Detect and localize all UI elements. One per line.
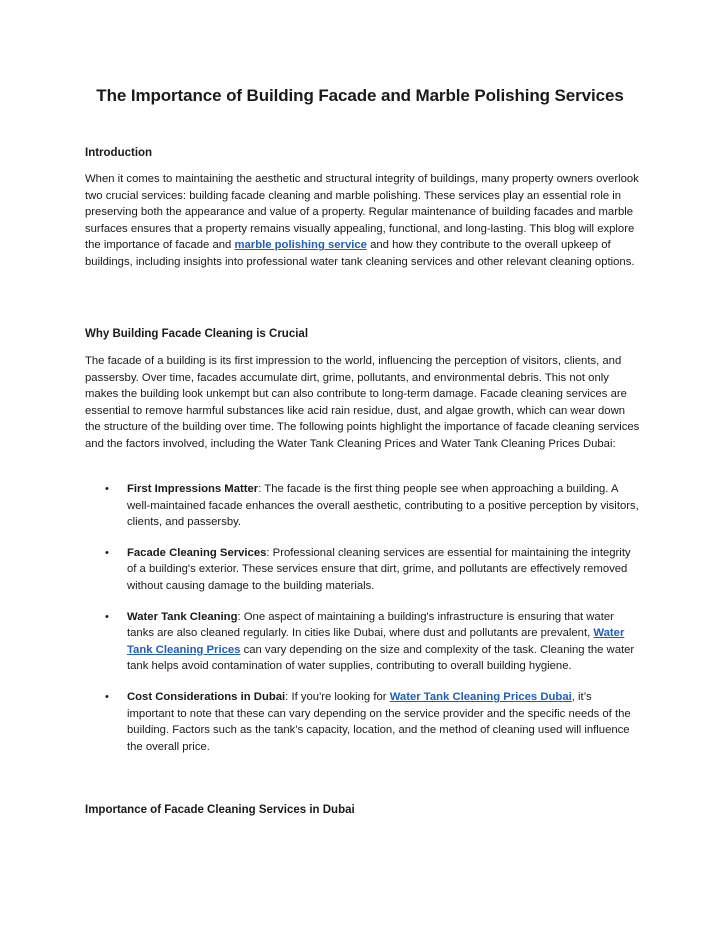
page-title: The Importance of Building Facade and Marble Polishing Services [96,86,624,105]
bullet-text-after: can vary depending on the size and complexity of the task. Cleaning the water tank helps avoid contamination of water supplies, contributing to overall building hygiene. [127,643,635,673]
bullet-icon: • [105,610,109,623]
intro-paragraph [85,171,640,271]
section1-paragraph: The facade of a building is its first impression to the world, influencing the perception of visitors, clients, and passersby. Over time, facades accumulate dirt, grime, pollutants, and environmental debris. This not only makes the building look unkempt but can also contribute to long-term damage. Facade cleaning services are essential to remove harmful substances like acid rain residue, dust, and algae growth, which can wear down the structure of the building over time. The following points highlight the importance of facade cleaning services and the factors involved, including the Water Tank Cleaning Prices and Water Tank Cleaning Prices Dubai: [85,355,640,450]
bullet-term: First Impressions Matter [127,483,259,495]
bullet-icon: • [105,483,109,495]
bullet-term: Facade Cleaning Services [127,546,267,559]
water-tank-cleaning-prices-dubai-link[interactable]: Water Tank Cleaning Prices Dubai [389,690,572,703]
list-item [85,545,640,595]
bullet-term: Water Tank Cleaning [127,610,238,623]
section1-heading: Why Building Facade Cleaning is Crucial [85,328,309,340]
bullet-list [85,481,640,769]
intro-heading: Introduction [85,147,153,159]
bullet-icon: • [105,690,109,703]
bullet-icon: • [105,546,109,559]
list-item [85,609,640,675]
bullet-term: Cost Considerations in Dubai [127,690,286,703]
marble-polishing-link[interactable]: marble polishing service [234,239,367,252]
bullet-text-after: , it’s important to note that these can vary depending on the service provider and the specific needs of the building. Factors such as the tank’s capacity, location, and the method of cleaning used will influence the overall price. [127,690,631,753]
list-item [85,481,640,531]
bullet-text: : One aspect of maintaining a building's infrastructure is ensuring that water tanks are also cleaned regularly. In cities like Dubai, where dust and pollutants are prevalent, [127,610,614,640]
section2-heading: Importance of Facade Cleaning Services in Dubai [85,804,355,816]
bullet-text: : The facade is the first thing people see when approaching a building. A well-maintained facade enhances the overall aesthetic, contributing to a positive perception by visitors, clients, and passersby. [127,483,639,529]
intro-text-after: and how they contribute to the overall upkeep of buildings, including insights into professional water tank cleaning services and other relevant cleaning options. [85,239,635,268]
bullet-text: : If you're looking for [285,690,390,703]
list-item [85,689,640,755]
bullet-text: : Professional cleaning services are essential for maintaining the integrity of a building's exterior. These services ensure that dirt, grime, and pollutants are effectively removed without causing damage to the building materials. [127,546,631,592]
water-tank-cleaning-prices-link[interactable]: Water Tank Cleaning Prices [127,627,625,656]
intro-text-before: When it comes to maintaining the aesthetic and structural integrity of buildings, many property owners overlook two crucial services: building facade cleaning and marble polishing. These services play an essential role in preserving both the appearance and value of a property. Regular maintenance of building facades and marble surfaces ensures that a property remains visually appealing, functional, and long-lasting. This blog will explore the importance of facade and [85,173,639,252]
